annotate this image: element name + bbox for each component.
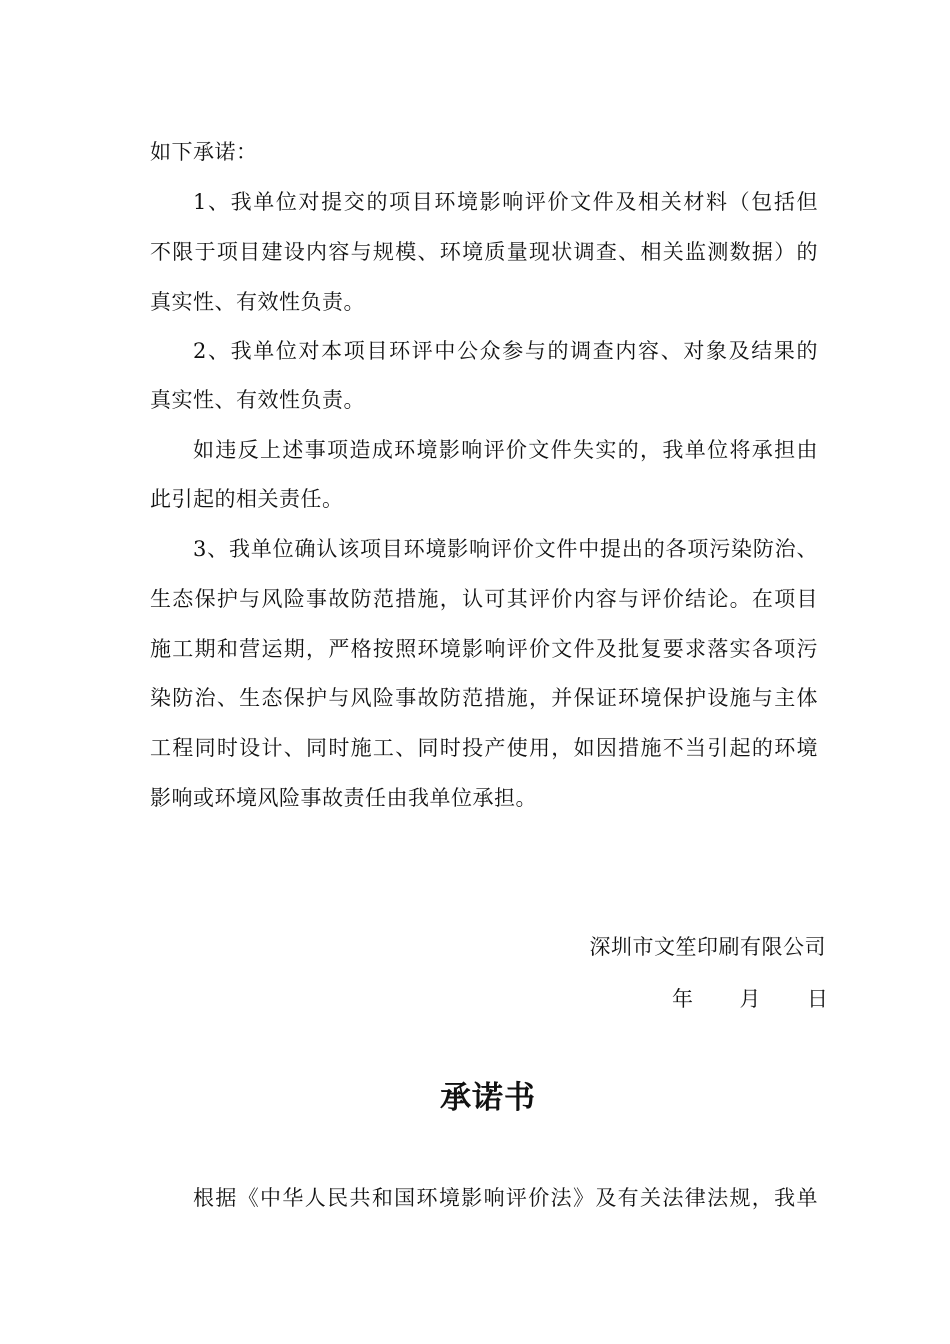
signature-date xyxy=(672,984,828,1014)
item3-line5: 工程同时设计、同时施工、同时投产使用，如因措施不当引起的环境 xyxy=(150,736,818,760)
item3-line4: 染防治、生态保护与风险事故防范措施，并保证环境保护设施与主体 xyxy=(150,686,818,710)
page-title: 承诺书 xyxy=(440,1080,536,1116)
item1-line3: 真实性、有效性负责。 xyxy=(150,290,365,314)
date-day: 日 xyxy=(807,987,828,1011)
item2-line2: 真实性、有效性负责。 xyxy=(150,388,365,412)
violation-line1: 如违反上述事项造成环境影响评价文件失实的，我单位将承担由 xyxy=(193,438,818,462)
item1-line2: 不限于项目建设内容与规模、环境质量现状调查、相关监测数据）的 xyxy=(150,240,818,264)
item1-line1: 1、我单位对提交的项目环境影响评价文件及相关材料（包括但 xyxy=(193,190,818,214)
date-year: 年 xyxy=(672,987,693,1011)
item3-line2: 生态保护与风险事故防范措施，认可其评价内容与评价结论。在项目 xyxy=(150,587,818,611)
item3-line6: 影响或环境风险事故责任由我单位承担。 xyxy=(150,786,537,810)
date-month: 月 xyxy=(739,987,761,1011)
item3-line3: 施工期和营运期，严格按照环境影响评价文件及批复要求落实各项污 xyxy=(150,637,818,661)
intro-text: 如下承诺： xyxy=(150,140,258,164)
item2-line1: 2、我单位对本项目环评中公众参与的调查内容、对象及结果的 xyxy=(193,339,818,363)
item3-line1: 3、我单位确认该项目环境影响评价文件中提出的各项污染防治、 xyxy=(193,537,818,561)
violation-line2: 此引起的相关责任。 xyxy=(150,487,344,511)
opening-paragraph: 根据《中华人民共和国环境影响评价法》及有关法律法规，我单 xyxy=(193,1186,818,1210)
company-signature: 深圳市文笙印刷有限公司 xyxy=(589,935,826,959)
